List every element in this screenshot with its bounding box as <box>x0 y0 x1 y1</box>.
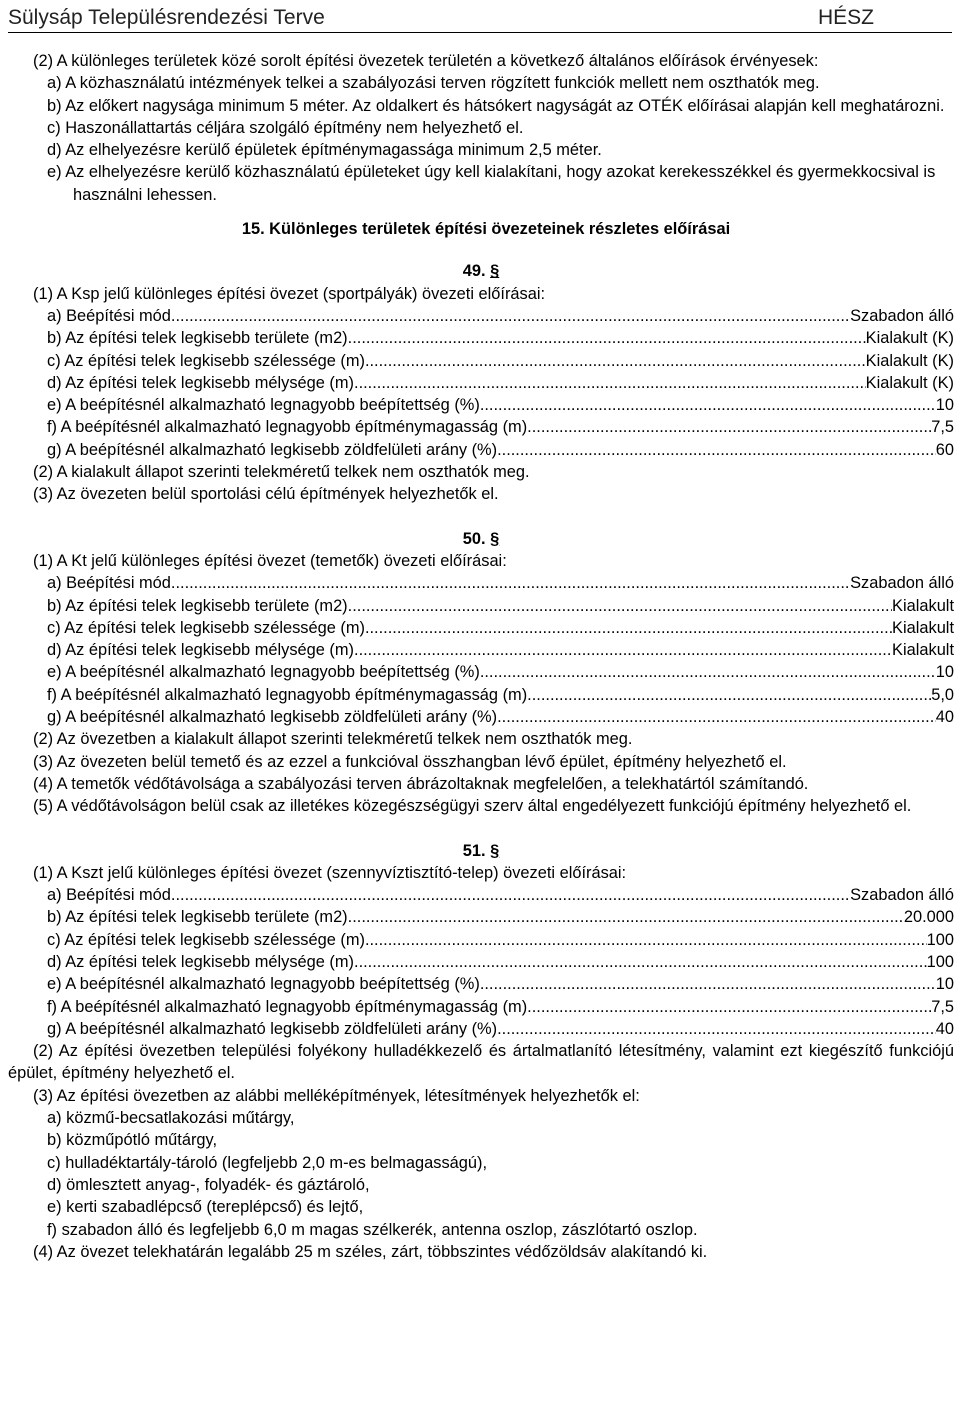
parameter-value: Kialakult <box>892 596 954 615</box>
s49-paragraph-1: (1) A Ksp jelű különleges építési övezet (sportpályák) övezeti előírásai: <box>33 284 546 303</box>
parameter-label: e) A beépítésnél alkalmazható legnagyobb beépítettség (%) <box>47 396 480 415</box>
dot-leader <box>480 394 936 416</box>
parameter-label: d) Az építési telek legkisebb mélysége (m) <box>47 641 355 660</box>
page-header <box>8 4 952 33</box>
parameter-value: 10 <box>935 396 954 415</box>
parameter-label: b) Az építési telek legkisebb területe (m2) <box>47 596 348 615</box>
parameter-value: 10 <box>935 663 954 682</box>
parameter-label: e) A beépítésnél alkalmazható legnagyobb beépítettség (%) <box>47 975 480 994</box>
dot-leader <box>354 951 927 973</box>
list-item: b) közműpótló műtárgy, <box>47 1131 218 1150</box>
s50-paragraph-5: (5) A védőtávolságon belül csak az illetékes közegészségügyi szerv által engedélyezett funkciójú építmény helyezhető el. <box>33 797 912 816</box>
parameter-label: c) Az építési telek legkisebb szélessége (m) <box>47 351 365 370</box>
parameter-value: 100 <box>926 930 954 949</box>
parameter-value: 7,5 <box>931 997 954 1016</box>
dot-leader <box>497 439 936 461</box>
list-item: a) közmű-becsatlakozási műtárgy, <box>47 1109 295 1128</box>
parameter-label: f) A beépítésnél alkalmazható legnagyobb építménymagasság (m) <box>47 685 528 704</box>
parameter-label: f) A beépítésnél alkalmazható legnagyobb építménymagasság (m) <box>47 418 528 437</box>
parameter-row <box>8 951 954 973</box>
dot-leader <box>171 884 850 906</box>
parameter-label: d) Az építési telek legkisebb mélysége (m) <box>47 952 355 971</box>
parameter-value: 60 <box>935 440 954 459</box>
parameter-row <box>8 394 954 416</box>
parameter-row <box>8 416 954 438</box>
parameter-row <box>8 706 954 728</box>
intro-item-e: e) Az elhelyezésre kerülő közhasználatú épületeket úgy kell kialakítani, hogy azokat kerekesszékkel és gyermekkocsival is használni lehessen. <box>47 163 936 204</box>
parameter-value: 100 <box>926 952 954 971</box>
parameter-value: 10 <box>935 975 954 994</box>
s49-paragraph-2: (2) A kialakult állapot szerinti telekméretű telkek nem oszthatók meg. <box>33 463 530 482</box>
parameter-label: f) A beépítésnél alkalmazható legnagyobb építménymagasság (m) <box>47 997 528 1016</box>
parameter-row <box>8 906 954 928</box>
parameter-value: Kialakult <box>892 641 954 660</box>
document-title: Sülysáp Településrendezési Terve <box>8 6 325 29</box>
s50-paragraph-1: (1) A Kt jelű különleges építési övezet (temetők) övezeti előírásai: <box>33 551 507 570</box>
s49-paragraph-3: (3) Az övezeten belül sportolási célú építmények helyezhetők el. <box>33 485 499 504</box>
parameter-row <box>8 327 954 349</box>
parameter-label: e) A beépítésnél alkalmazható legnagyobb beépítettség (%) <box>47 663 480 682</box>
dot-leader <box>497 706 936 728</box>
parameter-row <box>8 973 954 995</box>
section-49-heading <box>8 260 954 282</box>
dot-leader <box>348 906 904 928</box>
s50-paragraph-2: (2) Az övezetben a kialakult állapot szerinti telekméretű telkek nem oszthatók meg. <box>33 730 633 749</box>
dot-leader <box>171 305 850 327</box>
section-50-heading <box>8 528 954 550</box>
s51-paragraph-4: (4) Az övezet telekhatárán legalább 25 m széles, zárt, többszintes védőzöldsáv alakítandó ki. <box>33 1242 708 1261</box>
parameter-value: Szabadon álló <box>850 574 954 593</box>
intro-item-a: a) A közhasználatú intézmények telkei a szabályozási terven rögzített funkciók mellett nem oszthatók meg. <box>47 74 820 93</box>
parameter-value: Kialakult <box>892 618 954 637</box>
parameter-row <box>8 617 954 639</box>
s51-paragraph-1: (1) A Kszt jelű különleges építési övezet (szennyvíztisztító-telep) övezeti előírásai: <box>33 863 627 882</box>
dot-leader <box>171 572 850 594</box>
dot-leader <box>348 327 866 349</box>
parameter-row <box>8 996 954 1018</box>
parameter-label: a) Beépítési mód <box>47 574 171 593</box>
s51-paragraph-2: (2) Az építési övezetben települési folyékony hulladékkezelő és ártalmatlanító létesítmény, valamint ezt kiegészítő funkciójú épület, építmény helyezhető el. <box>8 1042 954 1083</box>
intro-item-d: d) Az elhelyezésre kerülő épületek építménymagassága minimum 2,5 méter. <box>47 141 602 160</box>
document-code: HÉSZ <box>817 6 874 29</box>
section-number: 51. <box>462 841 486 860</box>
parameter-row <box>8 639 954 661</box>
parameter-label: b) Az építési telek legkisebb területe (m2) <box>47 908 348 927</box>
parameter-label: d) Az építési telek legkisebb mélysége (m) <box>47 373 355 392</box>
parameter-label: g) A beépítésnél alkalmazható legkisebb zöldfelületi arány (%) <box>47 1019 498 1038</box>
dot-leader <box>497 1018 936 1040</box>
document-body <box>8 50 954 1263</box>
intro-item-c: c) Haszonállattartás céljára szolgáló építmény nem helyezhető el. <box>47 118 524 137</box>
parameter-row <box>8 305 954 327</box>
dot-leader <box>354 372 866 394</box>
parameter-row <box>8 661 954 683</box>
dot-leader <box>354 639 892 661</box>
dot-leader <box>365 617 892 639</box>
list-item: c) hulladéktartály-tároló (legfeljebb 2,0 m-es belmagasságú), <box>47 1153 488 1172</box>
dot-leader <box>527 416 931 438</box>
parameter-row <box>8 372 954 394</box>
parameter-value: Kialakult (K) <box>865 351 954 370</box>
intro-item-b: b) Az előkert nagysága minimum 5 méter. Az oldalkert és hátsókert nagyságát az OTÉK előírásai alapján kell meghatározni. <box>47 96 945 115</box>
parameter-value: 7,5 <box>931 418 954 437</box>
dot-leader <box>348 595 892 617</box>
parameter-row <box>8 350 954 372</box>
parameter-label: g) A beépítésnél alkalmazható legkisebb zöldfelületi arány (%) <box>47 708 498 727</box>
dot-leader <box>480 973 936 995</box>
dot-leader <box>527 684 931 706</box>
intro-paragraph-2: (2) A különleges területek közé sorolt építési övezetek területén a következő általános előírások érvényesek: <box>33 52 819 70</box>
s50-paragraph-4: (4) A temetők védőtávolsága a szabályozási terven ábrázoltaknak megfelelően, a telekhatártól számítandó. <box>33 774 809 793</box>
list-item: d) ömlesztett anyag-, folyadék- és gáztároló, <box>47 1175 370 1194</box>
section-51-heading <box>8 840 954 862</box>
s51-structure-list <box>8 1107 954 1241</box>
parameter-row <box>8 929 954 951</box>
parameter-value: 40 <box>935 1019 954 1038</box>
chapter-title: 15. Különleges területek építési övezeteinek részletes előírásai <box>241 220 731 239</box>
parameter-row <box>8 684 954 706</box>
parameter-value: Szabadon álló <box>850 886 954 905</box>
parameter-value: 5,0 <box>931 685 954 704</box>
paragraph-symbol: § <box>490 529 500 548</box>
list-item: e) kerti szabadlépcső (tereplépcső) és lejtő, <box>47 1198 364 1217</box>
parameter-row <box>8 439 954 461</box>
parameter-row <box>8 572 954 594</box>
parameter-label: a) Beépítési mód <box>47 886 171 905</box>
parameter-label: c) Az építési telek legkisebb szélessége (m) <box>47 930 365 949</box>
parameter-label: b) Az építési telek legkisebb területe (m2) <box>47 329 348 348</box>
parameter-row <box>8 1018 954 1040</box>
section-number: 49. <box>462 262 486 281</box>
section-number: 50. <box>462 529 486 548</box>
s49-parameter-list <box>8 305 954 461</box>
parameter-row <box>8 595 954 617</box>
dot-leader <box>480 661 936 683</box>
parameter-label: c) Az építési telek legkisebb szélessége (m) <box>47 618 365 637</box>
list-item: f) szabadon álló és legfeljebb 6,0 m magas szélkerék, antenna oszlop, zászlótartó oszlop. <box>47 1220 698 1239</box>
s51-paragraph-3: (3) Az építési övezetben az alábbi melléképítmények, létesítmények helyezhetők el: <box>33 1086 640 1105</box>
s51-parameter-list <box>8 884 954 1040</box>
dot-leader <box>365 929 927 951</box>
s50-paragraph-3: (3) Az övezeten belül temető és az ezzel a funkcióval összhangban lévő épület, építmény helyezhető el. <box>33 752 787 771</box>
paragraph-symbol: § <box>490 841 500 860</box>
parameter-value: Kialakult (K) <box>865 373 954 392</box>
s50-parameter-list <box>8 572 954 728</box>
parameter-label: a) Beépítési mód <box>47 306 171 325</box>
paragraph-symbol: § <box>490 262 500 281</box>
parameter-value: 20.000 <box>903 908 954 927</box>
parameter-row <box>8 884 954 906</box>
parameter-value: 40 <box>935 708 954 727</box>
parameter-label: g) A beépítésnél alkalmazható legkisebb zöldfelületi arány (%) <box>47 440 498 459</box>
parameter-value: Szabadon álló <box>850 306 954 325</box>
dot-leader <box>365 350 866 372</box>
dot-leader <box>527 996 931 1018</box>
parameter-value: Kialakult (K) <box>865 329 954 348</box>
